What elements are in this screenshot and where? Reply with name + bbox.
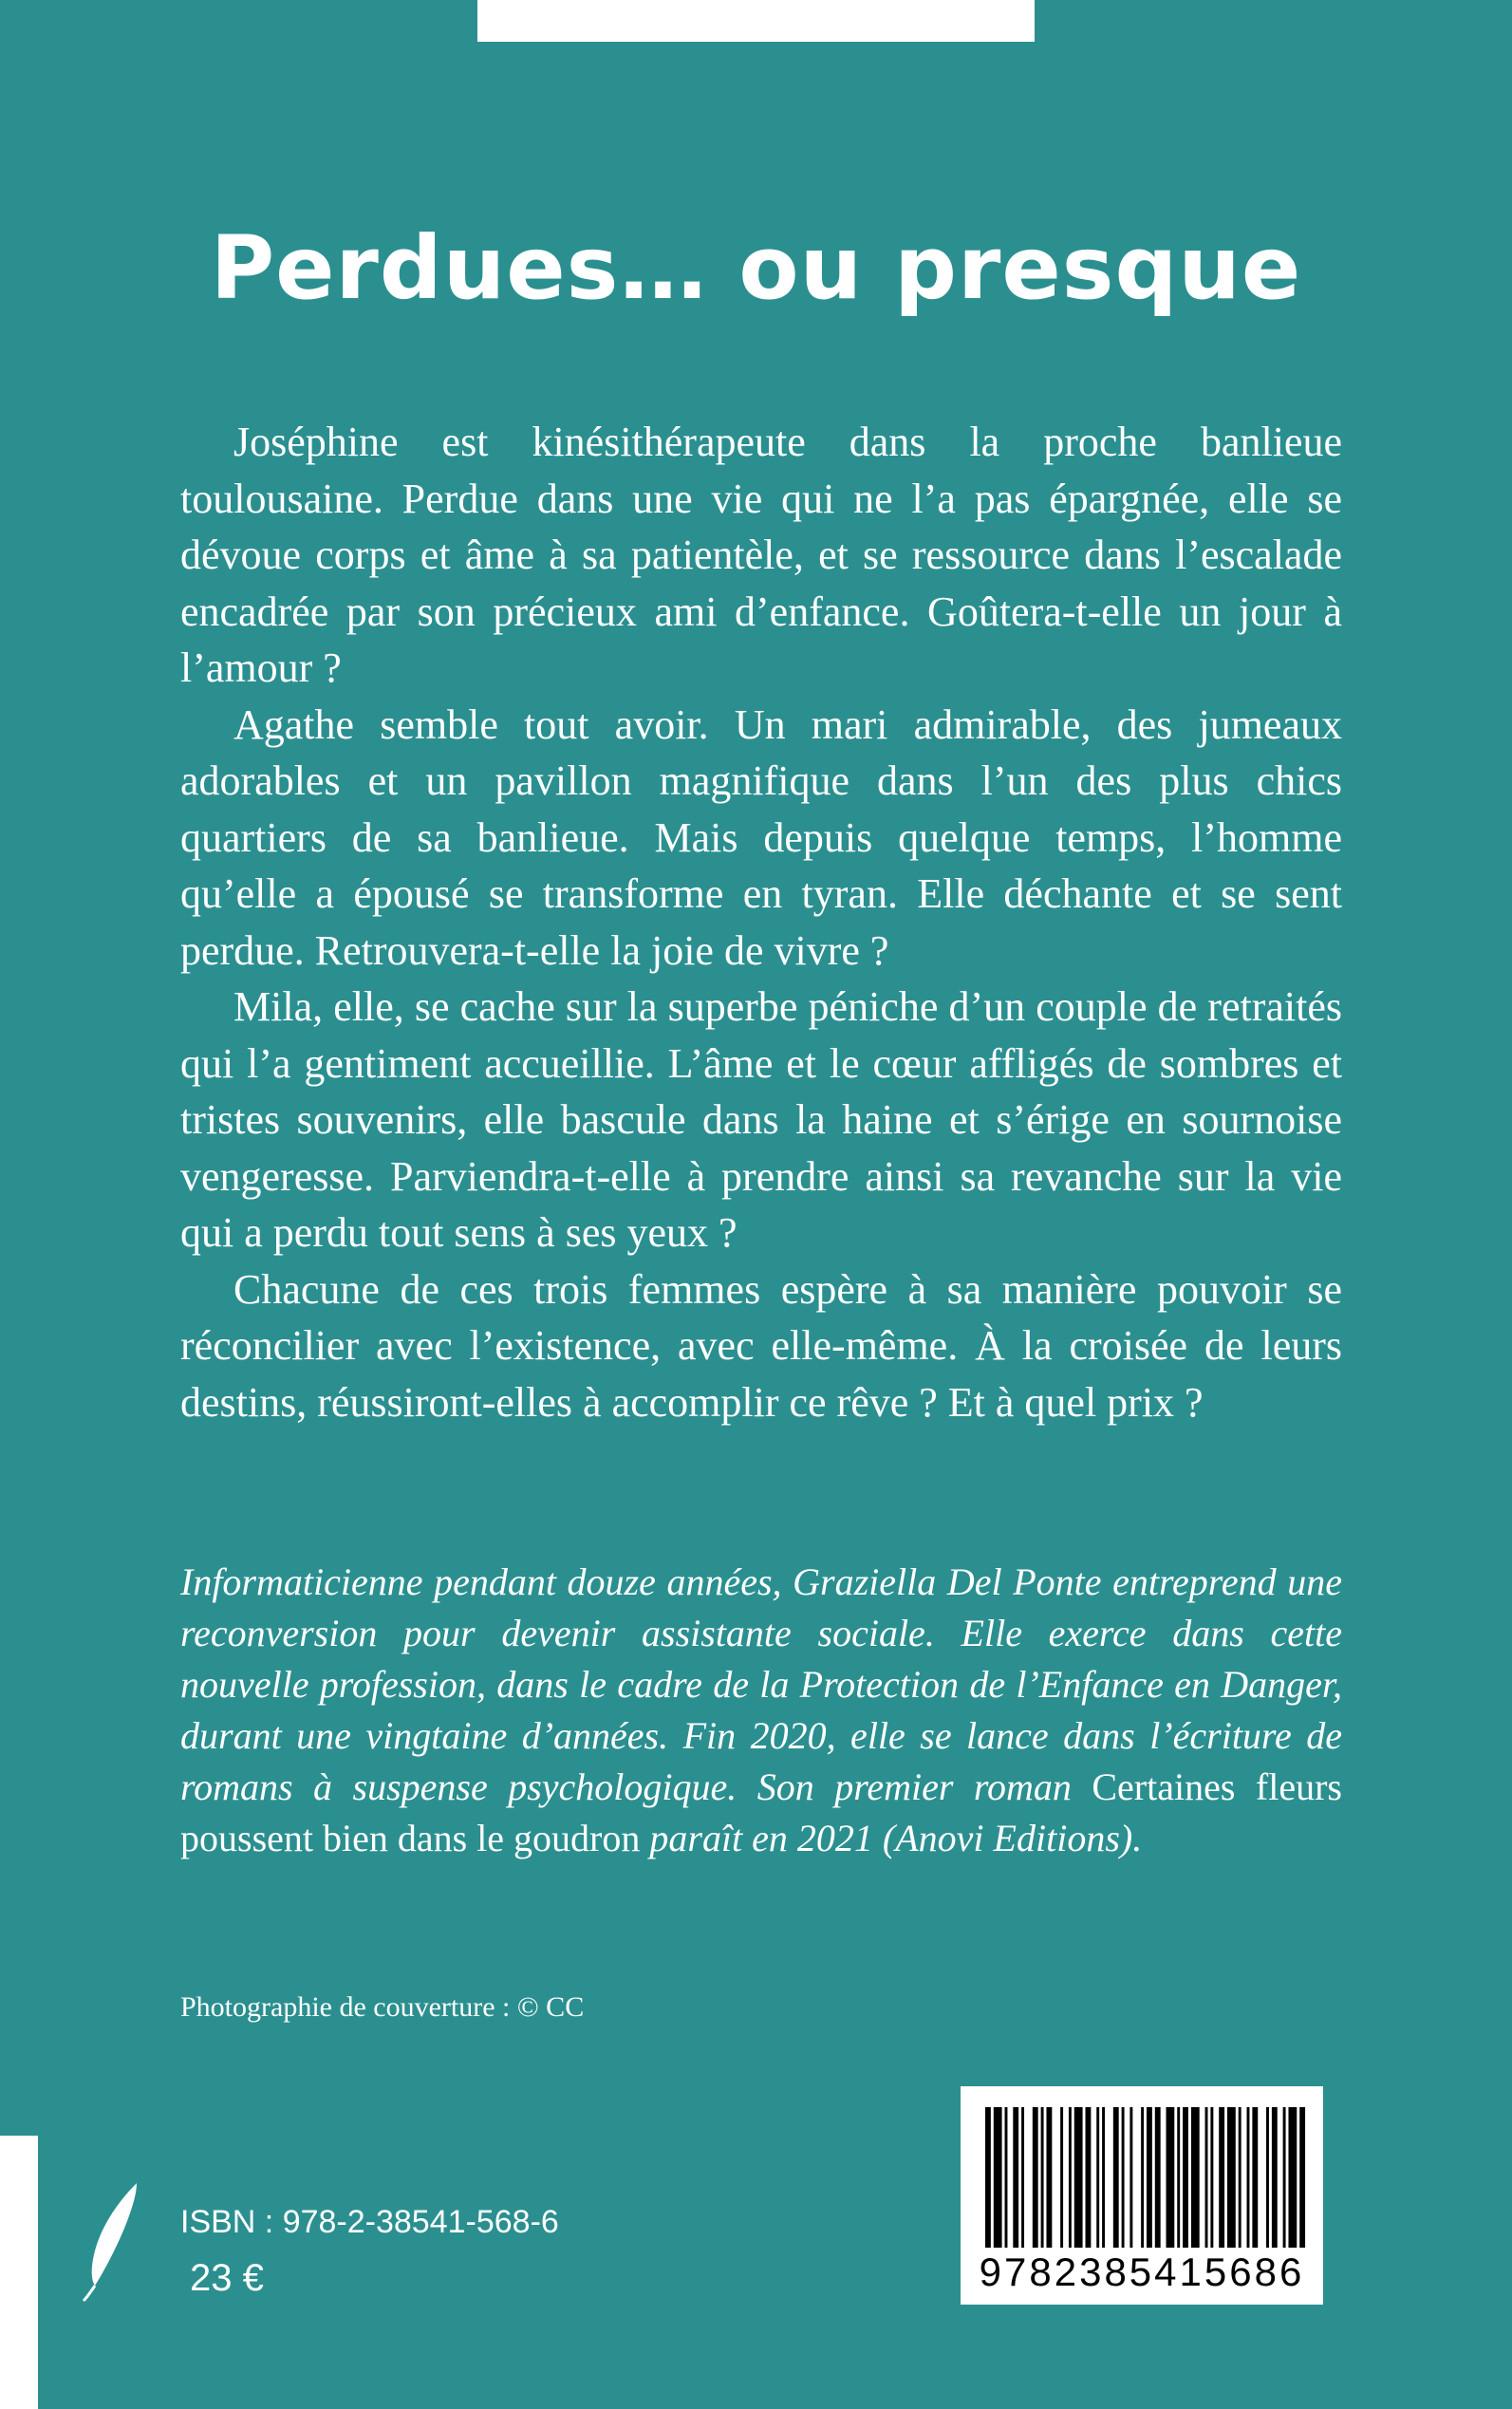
synopsis-paragraph-josephine: Joséphine est kinésithérapeute dans la proche banlieue toulousaine. Perdue dans une vie qui ne l’a pas épargnée, elle se dévoue corps et âme à sa patientèle, et se ressource dans l’escalade encadrée par son précieux ami d’enfance. Goûtera-t-elle un jour à l’amour ? — [180, 419, 1342, 691]
barcode-bar — [1288, 2107, 1297, 2248]
barcode-bar — [1155, 2107, 1161, 2248]
barcode-bar — [1069, 2107, 1072, 2248]
barcode-bar — [1183, 2107, 1188, 2248]
barcode-bar — [1167, 2107, 1175, 2248]
previous-novel-title: Certaines fleurs poussent bien dans le goudron — [180, 1765, 1342, 1859]
barcode-bar — [1113, 2107, 1119, 2248]
feather-icon — [80, 2179, 146, 2303]
book-title: Perdues… ou presque — [210, 217, 1302, 319]
barcode-bar — [1013, 2107, 1018, 2248]
barcode-bar — [1283, 2107, 1286, 2248]
barcode-bar — [1021, 2107, 1024, 2248]
barcode-bar — [1060, 2107, 1063, 2248]
barcode-bar — [1141, 2107, 1144, 2248]
barcode-bar — [1122, 2107, 1125, 2248]
photo-credit: Photographie de couverture : © CC — [180, 1991, 585, 2023]
top-white-tab — [477, 0, 1035, 42]
barcode-bar — [1177, 2107, 1180, 2248]
barcode-bar — [1247, 2107, 1250, 2248]
barcode-bars — [985, 2107, 1308, 2248]
barcode-number: 9782385415686 — [979, 2250, 1305, 2294]
barcode-bar — [1252, 2107, 1258, 2248]
synopsis-paragraph-conclusion: Chacune de ces trois femmes espère à sa manière pouvoir se réconcilier avec l’existence, avec elle-même. À la croisée de leurs destins, réussiront-elles à accomplir ce rêve ? Et à quel prix ? — [180, 1265, 1342, 1426]
author-bio-text: Informaticienne pendant douze années, Graziella Del Ponte entreprend une reconversion pour devenir assistante sociale. Elle exerce dans cette nouvelle profession, dans le cadre de la Protection de l’Enfance en Danger, durant une vingtaine d’années. Fin 2020, elle se lance dans l’écriture de romans à suspense psychologique. Son premier roman — [180, 1560, 1342, 1808]
barcode-bar — [1074, 2107, 1083, 2248]
author-bio — [180, 1557, 1342, 1864]
barcode-bar — [1191, 2107, 1200, 2248]
barcode-bar — [1205, 2107, 1208, 2248]
barcode-bar — [1005, 2107, 1008, 2248]
author-bio-publication: paraît en 2021 (Anovi Editions). — [649, 1817, 1143, 1859]
barcode-bar — [1210, 2107, 1213, 2248]
barcode-bar — [994, 2107, 1002, 2248]
barcode-bar — [1266, 2107, 1269, 2248]
synopsis-paragraph-agathe: Agathe semble tout avoir. Un mari admirable, des jumeaux adorables et un pavillon magnifique dans l’un des plus chics quartiers de sa banlieue. Mais depuis quelque temps, l’homme qu’elle a épousé se transforme en tyran. Elle déchante et se sent perdue. Retrouvera-t-elle la joie de vivre ? — [180, 700, 1342, 974]
barcode-bar — [985, 2107, 991, 2248]
barcode-bar — [1096, 2107, 1099, 2248]
barcode-bar — [1046, 2107, 1052, 2248]
barcode-bar — [1227, 2107, 1236, 2248]
barcode-bar — [1219, 2107, 1224, 2248]
left-white-strip — [0, 2136, 38, 2409]
barcode-bar — [1299, 2107, 1305, 2248]
synopsis — [180, 414, 1342, 1430]
barcode-bar — [1086, 2107, 1092, 2248]
barcode-bar — [1102, 2107, 1105, 2248]
isbn: ISBN : 978-2-38541-568-6 — [180, 2204, 559, 2240]
synopsis-paragraph-mila: Mila, elle, se cache sur la superbe péniche d’un couple de retraités qui l’a gentiment accueillie. L’âme et le cœur affligés de sombres et tristes souvenirs, elle bascule dans la haine et s’érige en sournoise vengeresse. Parviendra-t-elle à prendre ainsi sa revanche sur la vie qui a perdu tout sens à ses yeux ? — [180, 983, 1342, 1256]
barcode-bar — [1239, 2107, 1241, 2248]
barcode-bar — [1272, 2107, 1278, 2248]
barcode-bar — [1033, 2107, 1038, 2248]
barcode — [961, 2086, 1323, 2305]
barcode-bar — [1147, 2107, 1152, 2248]
barcode-bar — [1129, 2107, 1132, 2248]
barcode-bar — [1041, 2107, 1044, 2248]
price: 23 € — [190, 2257, 264, 2299]
